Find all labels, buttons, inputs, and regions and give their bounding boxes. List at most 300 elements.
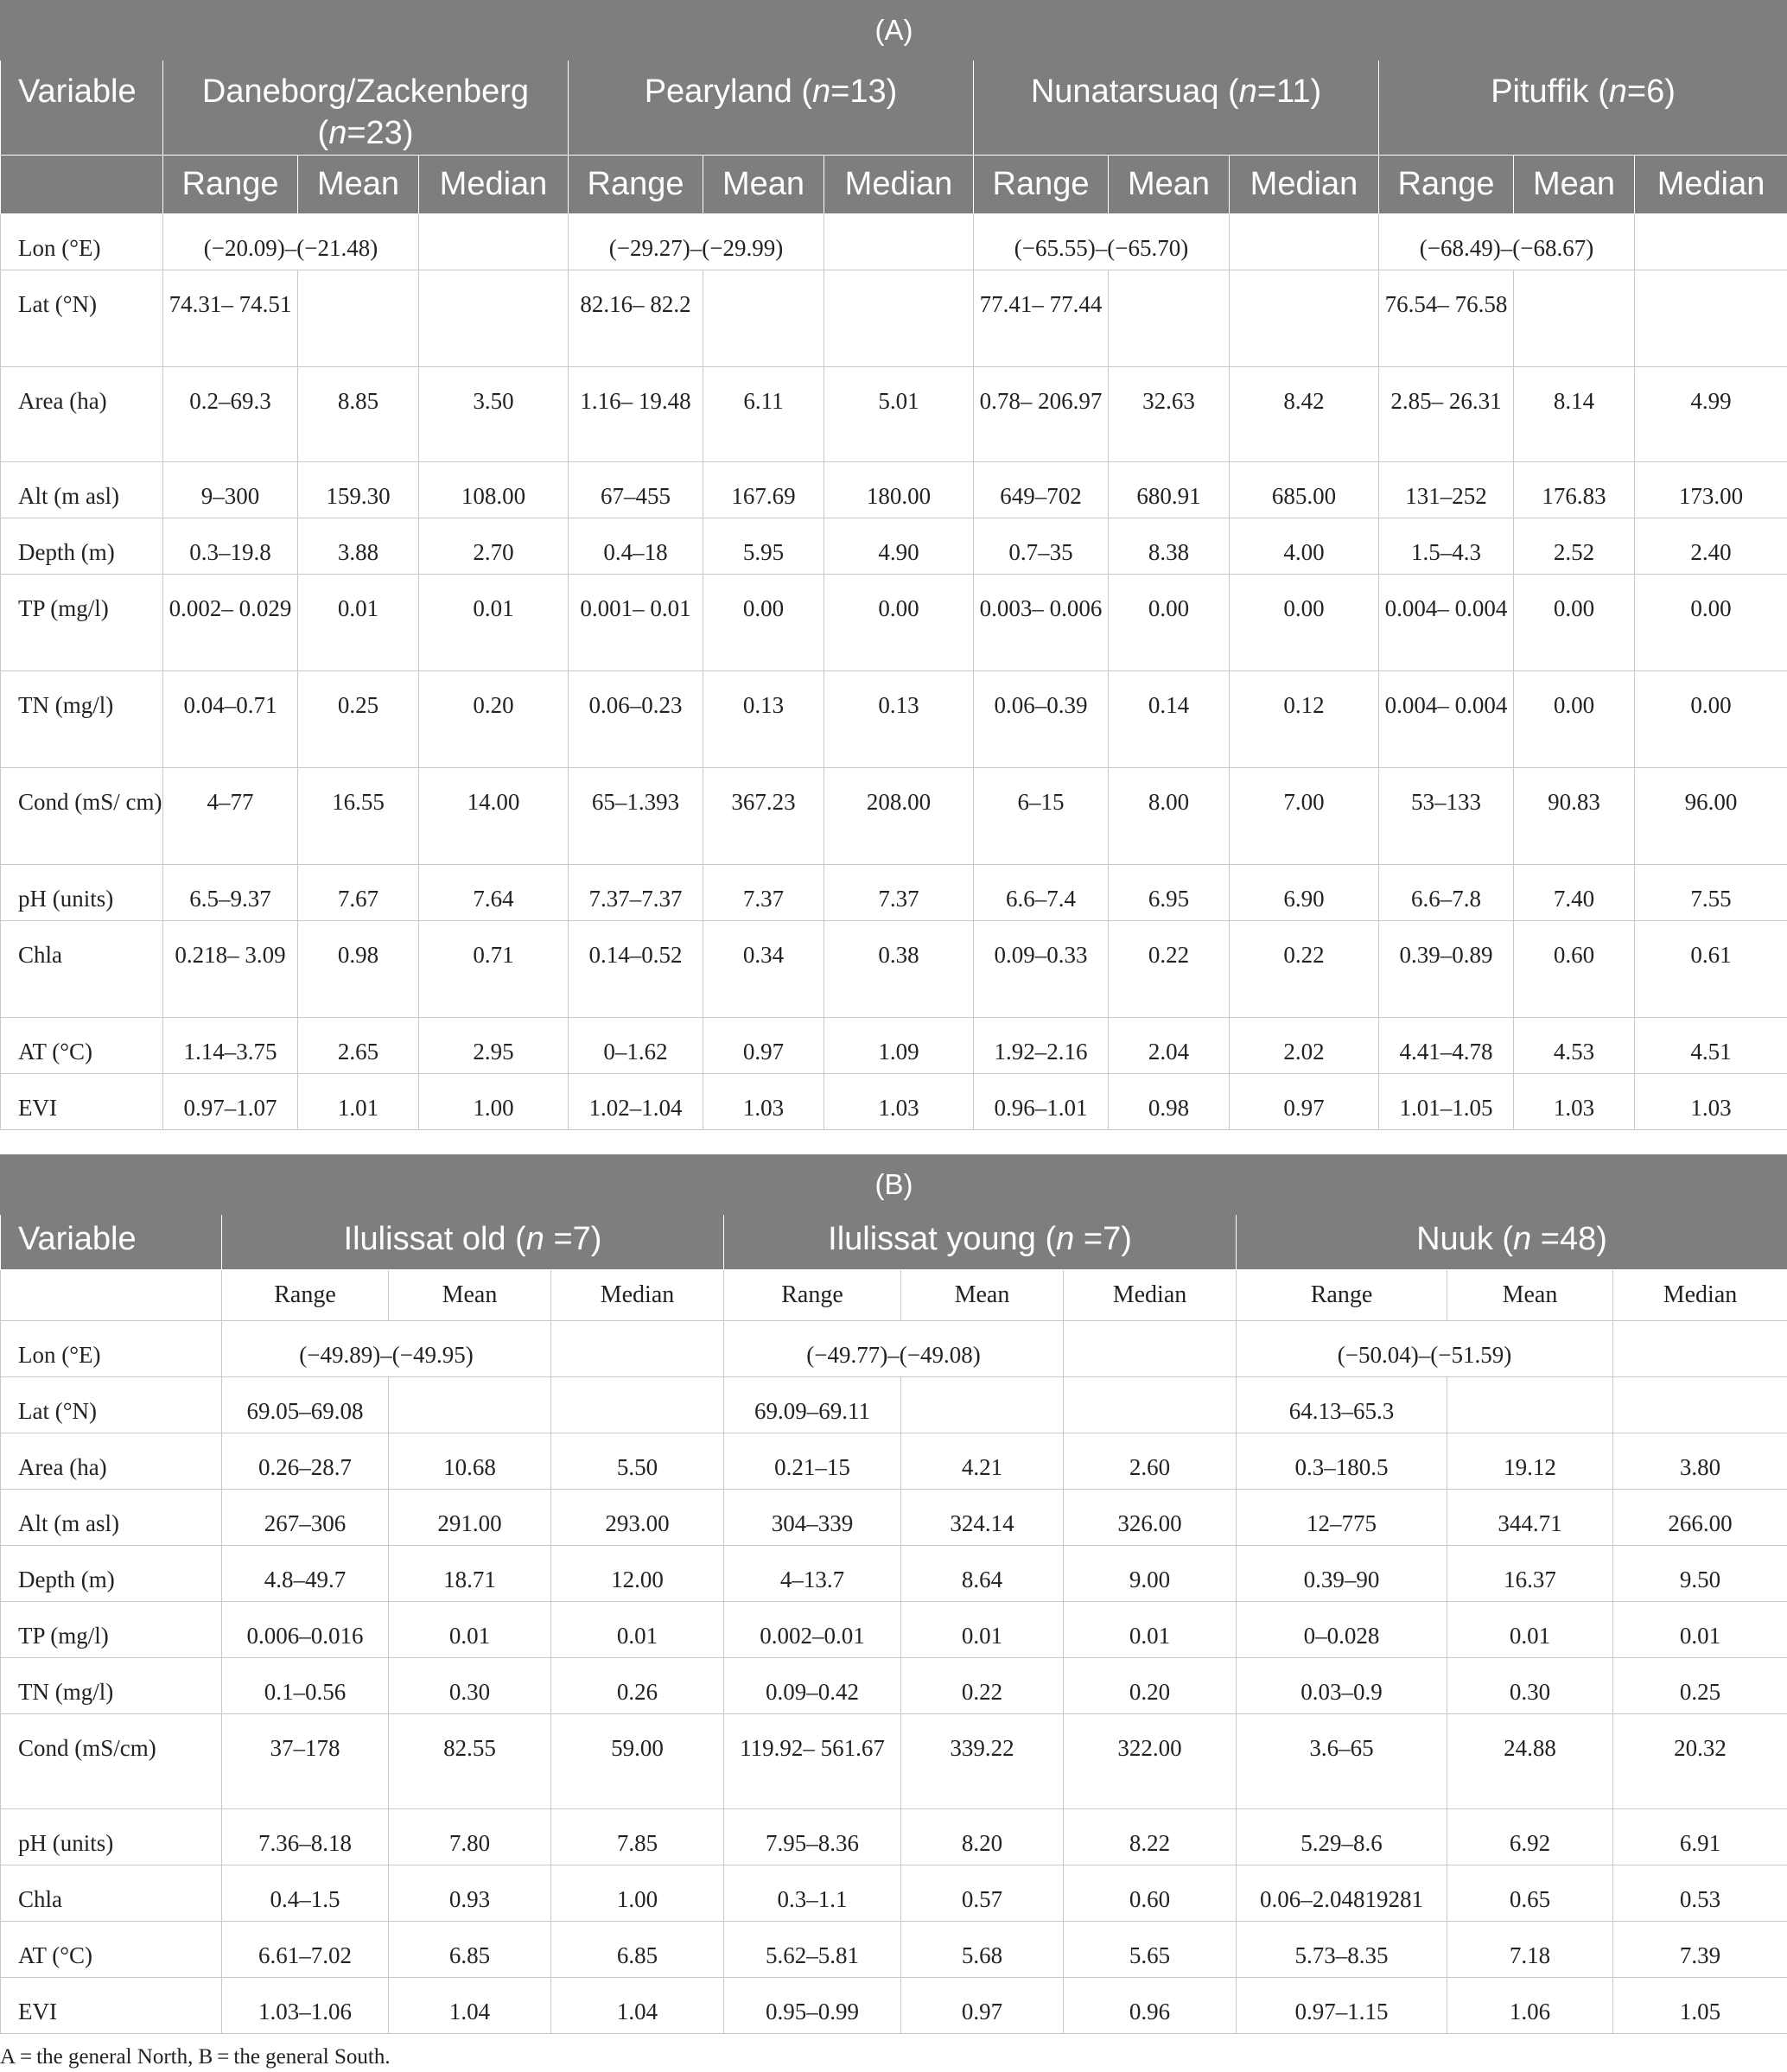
table-b-variable-header: Variable (1, 1215, 222, 1270)
cell-value: 76.54– 76.58 (1379, 270, 1514, 367)
cell-value: 5.50 (551, 1433, 724, 1490)
cell-value: 7.55 (1635, 865, 1787, 921)
cell-value: 0.96–1.01 (974, 1074, 1109, 1130)
cell-value: 67–455 (569, 462, 703, 518)
cell-value: 324.14 (901, 1490, 1064, 1546)
table-a-stat-header-blank (1, 156, 163, 214)
cell-value: 0.61 (1635, 921, 1787, 1018)
cell-value: 2.40 (1635, 518, 1787, 575)
cell-value: 0.01 (389, 1602, 551, 1658)
row-label: TN (mg/l) (1, 671, 163, 768)
cell-value: 0.97–1.07 (163, 1074, 298, 1130)
cell-value: 7.64 (419, 865, 569, 921)
cell-value: 304–339 (724, 1490, 901, 1546)
cell-value: 0.00 (1514, 671, 1635, 768)
cell-value: (−49.77)–(−49.08) (724, 1321, 1064, 1377)
table-a-variable-header: Variable (1, 60, 163, 156)
cell-value: 7.37 (703, 865, 824, 921)
cell-value: 6.11 (703, 367, 824, 462)
cell-value: 7.95–8.36 (724, 1809, 901, 1865)
cell-value: 4.90 (824, 518, 974, 575)
cell-value: 2.95 (419, 1018, 569, 1074)
table-footnote: A = the general North, B = the general South. (0, 2034, 1787, 2072)
cell-value: 0.03–0.9 (1237, 1658, 1447, 1714)
row-label: Area (ha) (1, 367, 163, 462)
cell-value: 0.78– 206.97 (974, 367, 1109, 462)
stat-header: Median (551, 1270, 724, 1321)
cell-value: 4.41–4.78 (1379, 1018, 1514, 1074)
cell-value: 0.20 (1064, 1658, 1237, 1714)
cell-value: 173.00 (1635, 462, 1787, 518)
cell-value: 0.14–0.52 (569, 921, 703, 1018)
cell-value: 3.6–65 (1237, 1714, 1447, 1809)
cell-value: 6.95 (1109, 865, 1230, 921)
cell-value (1635, 214, 1787, 270)
cell-value: 291.00 (389, 1490, 551, 1546)
cell-value: 4.00 (1230, 518, 1379, 575)
cell-value: 1.00 (551, 1865, 724, 1922)
cell-value (1064, 1377, 1237, 1433)
cell-value: 32.63 (1109, 367, 1230, 462)
cell-value: 0.22 (1230, 921, 1379, 1018)
cell-value: 0.13 (824, 671, 974, 768)
cell-value: 2.60 (1064, 1433, 1237, 1490)
cell-value: 1.03–1.06 (222, 1978, 389, 2034)
stat-header: Median (824, 156, 974, 214)
cell-value: 1.16– 19.48 (569, 367, 703, 462)
cell-value: 4.21 (901, 1433, 1064, 1490)
cell-value: 7.85 (551, 1809, 724, 1865)
table-b-group-header: Ilulissat young (n =7) (724, 1215, 1237, 1270)
cell-value: 37–178 (222, 1714, 389, 1809)
table-a-group-header: Pearyland (n=13) (569, 60, 974, 156)
table-row (1, 518, 1787, 575)
cell-value: 1.03 (824, 1074, 974, 1130)
stat-header: Median (419, 156, 569, 214)
cell-value: 8.22 (1064, 1809, 1237, 1865)
cell-value: (−49.89)–(−49.95) (222, 1321, 551, 1377)
row-label: Alt (m asl) (1, 1490, 222, 1546)
cell-value: 5.65 (1064, 1922, 1237, 1978)
cell-value: 0.65 (1447, 1865, 1613, 1922)
cell-value: 7.40 (1514, 865, 1635, 921)
cell-value: 10.68 (389, 1433, 551, 1490)
table-row (1, 921, 1787, 1018)
cell-value: 8.14 (1514, 367, 1635, 462)
cell-value: 7.37–7.37 (569, 865, 703, 921)
cell-value: 0.003– 0.006 (974, 575, 1109, 671)
cell-value: 0.30 (389, 1658, 551, 1714)
cell-value: 3.80 (1613, 1433, 1787, 1490)
cell-value (1635, 270, 1787, 367)
cell-value: 6–15 (974, 768, 1109, 865)
cell-value: 0.12 (1230, 671, 1379, 768)
table-row (1, 1546, 1787, 1602)
cell-value: 1.14–3.75 (163, 1018, 298, 1074)
cell-value: 0.01 (1447, 1602, 1613, 1658)
cell-value: 6.91 (1613, 1809, 1787, 1865)
cell-value: 0.22 (901, 1658, 1064, 1714)
cell-value: 4–13.7 (724, 1546, 901, 1602)
row-label: Cond (mS/cm) (1, 1714, 222, 1809)
row-label: Area (ha) (1, 1433, 222, 1490)
cell-value: 680.91 (1109, 462, 1230, 518)
stat-header: Range (974, 156, 1109, 214)
cell-value: 0.06–2.04819281 (1237, 1865, 1447, 1922)
cell-value: 9–300 (163, 462, 298, 518)
cell-value: 16.37 (1447, 1546, 1613, 1602)
cell-value (419, 270, 569, 367)
cell-value: 0.1–0.56 (222, 1658, 389, 1714)
cell-value: (−68.49)–(−68.67) (1379, 214, 1635, 270)
cell-value: 0.25 (1613, 1658, 1787, 1714)
cell-value: 5.73–8.35 (1237, 1922, 1447, 1978)
cell-value: 0.7–35 (974, 518, 1109, 575)
table-row (1, 462, 1787, 518)
table-row (1, 1978, 1787, 2034)
cell-value: 0.04–0.71 (163, 671, 298, 768)
cell-value: 8.42 (1230, 367, 1379, 462)
cell-value: 8.00 (1109, 768, 1230, 865)
row-label: AT (°C) (1, 1922, 222, 1978)
cell-value: 0.3–1.1 (724, 1865, 901, 1922)
cell-value: 0.96 (1064, 1978, 1237, 2034)
cell-value: 1.06 (1447, 1978, 1613, 2034)
row-label: Lat (°N) (1, 270, 163, 367)
cell-value: 0.97–1.15 (1237, 1978, 1447, 2034)
cell-value: 0.00 (824, 575, 974, 671)
row-label: pH (units) (1, 1809, 222, 1865)
cell-value: 14.00 (419, 768, 569, 865)
cell-value: 0.57 (901, 1865, 1064, 1922)
cell-value: 2.02 (1230, 1018, 1379, 1074)
cell-value (824, 270, 974, 367)
table-row (1, 1714, 1787, 1809)
stat-header: Mean (901, 1270, 1064, 1321)
stat-header: Range (1379, 156, 1514, 214)
table-row (1, 768, 1787, 865)
cell-value: 18.71 (389, 1546, 551, 1602)
cell-value: 4.51 (1635, 1018, 1787, 1074)
cell-value: 0.97 (901, 1978, 1064, 2034)
cell-value (389, 1377, 551, 1433)
cell-value: 0.30 (1447, 1658, 1613, 1714)
table-row (1, 671, 1787, 768)
cell-value: (−65.55)–(−65.70) (974, 214, 1230, 270)
cell-value: 6.6–7.4 (974, 865, 1109, 921)
cell-value: 267–306 (222, 1490, 389, 1546)
cell-value: 2.70 (419, 518, 569, 575)
cell-value: 1.04 (389, 1978, 551, 2034)
cell-value: 2.04 (1109, 1018, 1230, 1074)
cell-value: 0.00 (1230, 575, 1379, 671)
cell-value: 0.13 (703, 671, 824, 768)
stat-header: Mean (389, 1270, 551, 1321)
cell-value: 649–702 (974, 462, 1109, 518)
cell-value: 8.64 (901, 1546, 1064, 1602)
cell-value: 0.09–0.42 (724, 1658, 901, 1714)
cell-value: 0–0.028 (1237, 1602, 1447, 1658)
cell-value (1514, 270, 1635, 367)
cell-value: 0.00 (1635, 671, 1787, 768)
table-a-caption: (A) (1, 1, 1787, 60)
cell-value: 0.00 (1514, 575, 1635, 671)
cell-value: 0.218– 3.09 (163, 921, 298, 1018)
cell-value: 344.71 (1447, 1490, 1613, 1546)
table-a-group-header: Daneborg/Zackenberg (n=23) (163, 60, 569, 156)
cell-value: 0.93 (389, 1865, 551, 1922)
cell-value (703, 270, 824, 367)
cell-value: 0.00 (1635, 575, 1787, 671)
cell-value: 69.09–69.11 (724, 1377, 901, 1433)
cell-value: 266.00 (1613, 1490, 1787, 1546)
cell-value: 0.002– 0.029 (163, 575, 298, 671)
cell-value: 0.01 (1613, 1602, 1787, 1658)
cell-value (1230, 214, 1379, 270)
cell-value: 685.00 (1230, 462, 1379, 518)
cell-value (419, 214, 569, 270)
cell-value: 0.97 (703, 1018, 824, 1074)
row-label: Lon (°E) (1, 214, 163, 270)
cell-value: 1.01 (298, 1074, 419, 1130)
cell-value (1064, 1321, 1237, 1377)
table-row (1, 367, 1787, 462)
cell-value: 0.006–0.016 (222, 1602, 389, 1658)
cell-value: 0.39–0.89 (1379, 921, 1514, 1018)
cell-value: 0.2–69.3 (163, 367, 298, 462)
stat-header: Mean (703, 156, 824, 214)
cell-value (551, 1377, 724, 1433)
cell-value: 77.41– 77.44 (974, 270, 1109, 367)
cell-value: 0.002–0.01 (724, 1602, 901, 1658)
cell-value: 0.25 (298, 671, 419, 768)
table-row (1, 1809, 1787, 1865)
table-row (1, 1433, 1787, 1490)
cell-value: 90.83 (1514, 768, 1635, 865)
cell-value: 7.67 (298, 865, 419, 921)
cell-value: 6.5–9.37 (163, 865, 298, 921)
stat-header: Median (1064, 1270, 1237, 1321)
cell-value: 0.26–28.7 (222, 1433, 389, 1490)
cell-value: 5.29–8.6 (1237, 1809, 1447, 1865)
cell-value: 9.50 (1613, 1546, 1787, 1602)
cell-value: 0.95–0.99 (724, 1978, 901, 2034)
cell-value: 1.04 (551, 1978, 724, 2034)
table-row (1, 270, 1787, 367)
cell-value: 0.01 (298, 575, 419, 671)
cell-value: 8.85 (298, 367, 419, 462)
cell-value: 8.38 (1109, 518, 1230, 575)
cell-value: 367.23 (703, 768, 824, 865)
cell-value: 2.85– 26.31 (1379, 367, 1514, 462)
cell-value (824, 214, 974, 270)
stat-header: Range (724, 1270, 901, 1321)
cell-value: 108.00 (419, 462, 569, 518)
cell-value: 0.06–0.39 (974, 671, 1109, 768)
row-label: AT (°C) (1, 1018, 163, 1074)
table-row (1, 1321, 1787, 1377)
cell-value: 0.004– 0.004 (1379, 575, 1514, 671)
cell-value: 19.12 (1447, 1433, 1613, 1490)
cell-value (1230, 270, 1379, 367)
row-label: Cond (mS/ cm) (1, 768, 163, 865)
cell-value: 20.32 (1613, 1714, 1787, 1809)
cell-value: 7.39 (1613, 1922, 1787, 1978)
row-label: Chla (1, 1865, 222, 1922)
cell-value: 82.55 (389, 1714, 551, 1809)
cell-value: 0.001– 0.01 (569, 575, 703, 671)
cell-value: 4.99 (1635, 367, 1787, 462)
cell-value: 1.03 (1635, 1074, 1787, 1130)
cell-value (298, 270, 419, 367)
table-row (1, 1922, 1787, 1978)
row-label: TN (mg/l) (1, 1658, 222, 1714)
cell-value: 0.00 (703, 575, 824, 671)
cell-value (1613, 1321, 1787, 1377)
cell-value: 0.01 (901, 1602, 1064, 1658)
cell-value: 293.00 (551, 1490, 724, 1546)
cell-value: 119.92– 561.67 (724, 1714, 901, 1809)
cell-value: 0.06–0.23 (569, 671, 703, 768)
cell-value: 176.83 (1514, 462, 1635, 518)
table-b-stat-header-blank (1, 1270, 222, 1321)
cell-value: 74.31– 74.51 (163, 270, 298, 367)
row-label: pH (units) (1, 865, 163, 921)
stat-header: Median (1635, 156, 1787, 214)
stat-header: Mean (298, 156, 419, 214)
stat-header: Range (1237, 1270, 1447, 1321)
cell-value: 53–133 (1379, 768, 1514, 865)
cell-value (551, 1321, 724, 1377)
table-row (1, 1490, 1787, 1546)
cell-value: 0.26 (551, 1658, 724, 1714)
cell-value: 339.22 (901, 1714, 1064, 1809)
cell-value (901, 1377, 1064, 1433)
row-label: TP (mg/l) (1, 1602, 222, 1658)
cell-value: 5.62–5.81 (724, 1922, 901, 1978)
cell-value: 1.01–1.05 (1379, 1074, 1514, 1130)
cell-value: 16.55 (298, 768, 419, 865)
table-a-group-header: Pituffik (n=6) (1379, 60, 1787, 156)
cell-value: 1.03 (703, 1074, 824, 1130)
stat-header: Median (1613, 1270, 1787, 1321)
cell-value: 0.53 (1613, 1865, 1787, 1922)
cell-value: 69.05–69.08 (222, 1377, 389, 1433)
cell-value: (−50.04)–(−51.59) (1237, 1321, 1613, 1377)
cell-value: 6.61–7.02 (222, 1922, 389, 1978)
row-label: EVI (1, 1978, 222, 2034)
row-label: Lat (°N) (1, 1377, 222, 1433)
cell-value: 0.98 (298, 921, 419, 1018)
cell-value: 1.92–2.16 (974, 1018, 1109, 1074)
cell-value: 24.88 (1447, 1714, 1613, 1809)
cell-value: 0.71 (419, 921, 569, 1018)
cell-value (1447, 1377, 1613, 1433)
cell-value: 322.00 (1064, 1714, 1237, 1809)
table-row (1, 1602, 1787, 1658)
cell-value: 0.97 (1230, 1074, 1379, 1130)
cell-value: 0.00 (1109, 575, 1230, 671)
cell-value: 5.68 (901, 1922, 1064, 1978)
cell-value: 0.38 (824, 921, 974, 1018)
table-row (1, 575, 1787, 671)
cell-value: 2.65 (298, 1018, 419, 1074)
table-a-group-header: Nunatarsuaq (n=11) (974, 60, 1379, 156)
cell-value: 64.13–65.3 (1237, 1377, 1447, 1433)
cell-value: 0.39–90 (1237, 1546, 1447, 1602)
cell-value: 0.4–18 (569, 518, 703, 575)
row-label: EVI (1, 1074, 163, 1130)
table-row (1, 214, 1787, 270)
row-label: TP (mg/l) (1, 575, 163, 671)
cell-value: 0.004– 0.004 (1379, 671, 1514, 768)
stat-header: Mean (1447, 1270, 1613, 1321)
cell-value: 0.01 (419, 575, 569, 671)
cell-value: 12.00 (551, 1546, 724, 1602)
cell-value: 1.09 (824, 1018, 974, 1074)
table-b-group-header: Ilulissat old (n =7) (222, 1215, 724, 1270)
row-label: Depth (m) (1, 518, 163, 575)
cell-value: 12–775 (1237, 1490, 1447, 1546)
cell-value: 0.60 (1064, 1865, 1237, 1922)
table-b-caption: (B) (1, 1155, 1787, 1215)
cell-value: 6.85 (389, 1922, 551, 1978)
cell-value: 0.34 (703, 921, 824, 1018)
table-row (1, 865, 1787, 921)
cell-value: 5.01 (824, 367, 974, 462)
stat-header: Range (569, 156, 703, 214)
cell-value: 208.00 (824, 768, 974, 865)
cell-value: 8.20 (901, 1809, 1064, 1865)
cell-value: 59.00 (551, 1714, 724, 1809)
cell-value (1109, 270, 1230, 367)
stat-header: Mean (1514, 156, 1635, 214)
cell-value: 0.01 (1064, 1602, 1237, 1658)
table-row (1, 1018, 1787, 1074)
row-label: Chla (1, 921, 163, 1018)
cell-value: 6.85 (551, 1922, 724, 1978)
cell-value: 159.30 (298, 462, 419, 518)
cell-value: 0.21–15 (724, 1433, 901, 1490)
cell-value: 6.6–7.8 (1379, 865, 1514, 921)
cell-value: 6.90 (1230, 865, 1379, 921)
cell-value: 1.00 (419, 1074, 569, 1130)
cell-value: 0.22 (1109, 921, 1230, 1018)
cell-value: 0.4–1.5 (222, 1865, 389, 1922)
cell-value: 6.92 (1447, 1809, 1613, 1865)
cell-value: 1.02–1.04 (569, 1074, 703, 1130)
cell-value: 0.14 (1109, 671, 1230, 768)
cell-value: 82.16– 82.2 (569, 270, 703, 367)
cell-value: 0–1.62 (569, 1018, 703, 1074)
cell-value: 4.8–49.7 (222, 1546, 389, 1602)
cell-value: 326.00 (1064, 1490, 1237, 1546)
table-b-group-header: Nuuk (n =48) (1237, 1215, 1787, 1270)
cell-value: 0.98 (1109, 1074, 1230, 1130)
cell-value: 3.50 (419, 367, 569, 462)
stat-header: Range (222, 1270, 389, 1321)
cell-value: 0.20 (419, 671, 569, 768)
table-row (1, 1658, 1787, 1714)
stat-header: Range (163, 156, 298, 214)
cell-value: (−29.27)–(−29.99) (569, 214, 824, 270)
cell-value: 7.00 (1230, 768, 1379, 865)
stat-header: Mean (1109, 156, 1230, 214)
cell-value: (−20.09)–(−21.48) (163, 214, 419, 270)
cell-value: 7.80 (389, 1809, 551, 1865)
cell-value: 7.36–8.18 (222, 1809, 389, 1865)
cell-value: 131–252 (1379, 462, 1514, 518)
